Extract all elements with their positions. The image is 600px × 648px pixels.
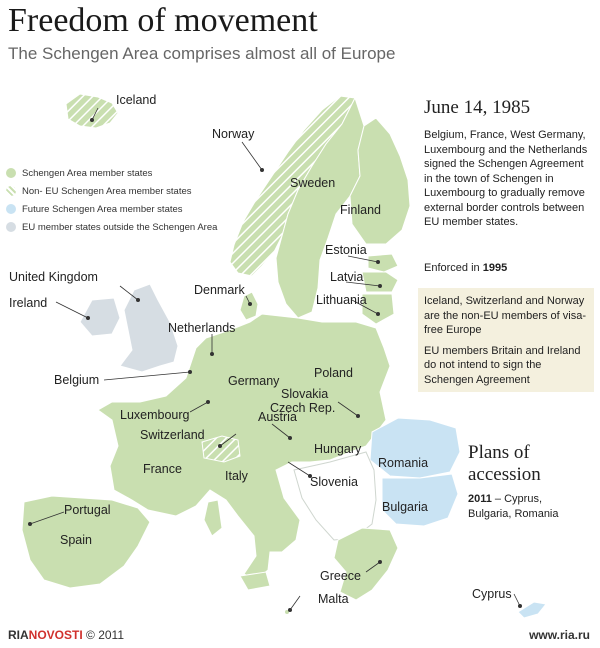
iceland-shape — [66, 94, 118, 128]
label-cyprus: Cyprus — [472, 587, 512, 601]
cyprus-shape — [518, 602, 546, 618]
plans-year: 2011 — [468, 493, 492, 505]
enforced-year: 1995 — [482, 262, 508, 274]
copyright: © 2011 — [82, 628, 125, 642]
info-date: June 14, 1985 — [424, 97, 531, 118]
label-ireland: Ireland — [9, 296, 48, 310]
label-belgium: Belgium — [54, 373, 100, 387]
label-lithuania: Lithuania — [316, 293, 367, 307]
label-slovakia: Slovakia — [281, 387, 329, 401]
label-greece: Greece — [320, 569, 361, 583]
plans-title: Plans of accession — [468, 442, 541, 485]
legend-swatch-future — [6, 204, 16, 214]
label-switzerland: Switzerland — [140, 428, 205, 442]
enforced-label: Enforced in — [424, 262, 480, 274]
plans-countries: – Cyprus, Bulgaria, Romania — [468, 493, 559, 520]
label-estonia: Estonia — [325, 243, 367, 257]
label-bulgaria: Bulgaria — [382, 500, 428, 514]
page-title: Freedom of movement — [8, 2, 318, 39]
label-czech-rep: Czech Rep. — [270, 401, 336, 415]
note-non-eu-members: Iceland, Switzerland and Norway are the non-EU members of visa-free Europe — [424, 295, 587, 336]
label-france: France — [143, 462, 182, 476]
label-portugal: Portugal — [64, 503, 111, 517]
legend-item — [6, 200, 217, 218]
label-iceland: Iceland — [116, 93, 157, 107]
info-text: Belgium, France, West Germany, Luxembourg and the Netherlands signed the Schengen Agreement in the town of Schengen in Luxembourg to gradually remove external border controls between EU member states. — [424, 129, 588, 228]
label-hungary: Hungary — [314, 442, 362, 456]
switzerland-shape — [202, 436, 240, 462]
balkans-shape — [294, 452, 376, 540]
label-germany: Germany — [228, 374, 280, 388]
label-finland: Finland — [340, 203, 381, 217]
footer-url[interactable]: www.ria.ru — [529, 628, 590, 642]
legend-item — [6, 164, 217, 182]
label-denmark: Denmark — [194, 283, 245, 297]
estonia-shape — [368, 254, 398, 272]
label-malta: Malta — [318, 592, 349, 606]
label-spain: Spain — [60, 533, 92, 547]
enforced-line — [424, 262, 507, 274]
greece-shape — [334, 528, 398, 600]
legend-label: EU member states outside the Schengen Area — [22, 221, 218, 233]
note-britain-ireland: EU members Britain and Ireland do not intend to sign the Schengen Agreement — [424, 344, 581, 386]
label-italy: Italy — [225, 469, 248, 483]
legend-swatch-non-eu-schengen — [6, 186, 16, 196]
ria-logo-novosti: NOVOSTI — [28, 628, 83, 642]
plans-text — [468, 492, 588, 521]
legend-swatch-eu-outside — [6, 222, 16, 232]
label-norway: Norway — [212, 127, 255, 141]
legend-swatch-schengen — [6, 168, 16, 178]
notes-box — [418, 288, 594, 392]
legend-label: Non- EU Schengen Area member states — [22, 185, 192, 197]
legend-item — [6, 218, 217, 236]
latvia-shape — [362, 272, 398, 292]
legend-label: Schengen Area member states — [22, 167, 153, 179]
label-romania: Romania — [378, 456, 429, 470]
label-netherlands: Netherlands — [168, 321, 236, 335]
label-slovenia: Slovenia — [310, 475, 358, 489]
page-subtitle: The Schengen Area comprises almost all of Europe — [8, 44, 396, 63]
sardinia-shape — [204, 500, 222, 536]
label-latvia: Latvia — [330, 270, 364, 284]
label-united-kingdom: United Kingdom — [9, 270, 98, 284]
legend-label: Future Schengen Area member states — [22, 203, 183, 215]
footer-credit — [8, 628, 124, 642]
label-poland: Poland — [314, 366, 353, 380]
label-sweden: Sweden — [290, 176, 336, 190]
label-luxembourg: Luxembourg — [120, 408, 190, 422]
ria-logo — [8, 628, 83, 642]
ria-logo-ria: RIA — [8, 628, 29, 642]
legend-item — [6, 182, 217, 200]
label-austria: Austria — [258, 410, 297, 424]
map-legend — [6, 164, 217, 236]
